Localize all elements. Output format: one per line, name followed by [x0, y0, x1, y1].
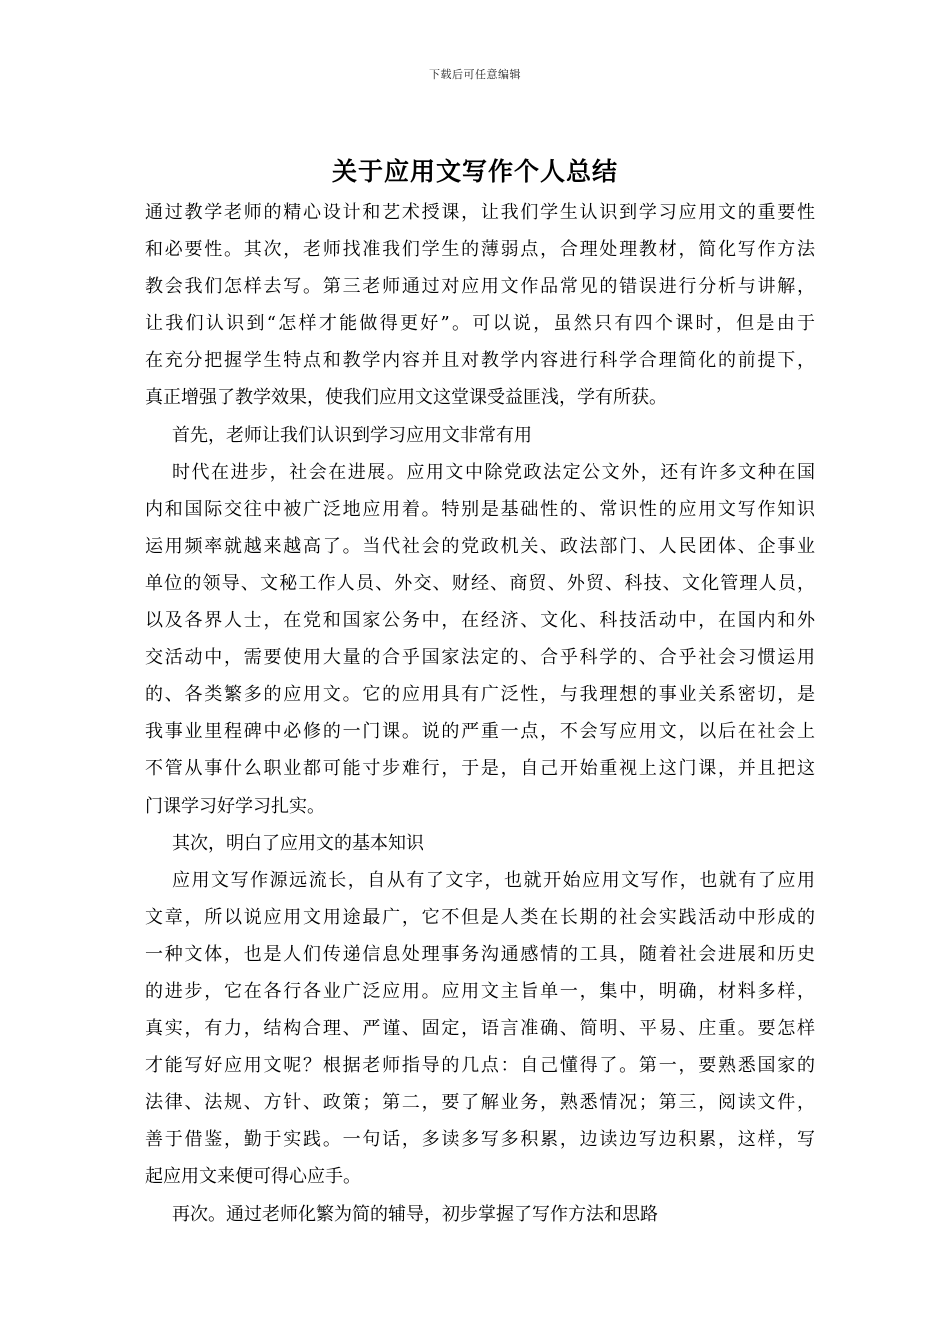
section-heading-usefulness: [145, 417, 815, 454]
text-line: 通过教学老师的精心设计和艺术授课，让我们学生认识到学习应用文的重要性: [145, 202, 815, 223]
text-line: 法律、法规、方针、政策；第二，要了解业务，熟悉情况；第三，阅读文件，: [145, 1092, 815, 1114]
text-line: 在充分把握学生特点和教学内容并且对教学内容进行科学合理简化的前提下，: [145, 350, 815, 372]
text-line: 和必要性。其次，老师找准我们学生的薄弱点，合理处理教材，简化写作方法: [145, 239, 815, 261]
text-line: 再次。通过老师化繁为简的辅导，初步掌握了写作方法和思路: [172, 1203, 658, 1225]
text-line: 教会我们怎样去写。第三老师通过对应用文作品常见的错误进行分析与讲解，: [145, 276, 815, 298]
text-line: 一种文体，也是人们传递信息处理事务沟通感情的工具，随着社会进展和历史: [145, 943, 815, 965]
text-line: 其次，明白了应用文的基本知识: [172, 832, 424, 854]
text-line: 善于借鉴，勤于实践。一句话，多读多写多积累，边读边写边积累，这样，写: [145, 1129, 815, 1151]
text-line: 内和国际交往中被广泛地应用着。特别是基础性的、常识性的应用文写作知识: [145, 498, 815, 520]
section-heading-methods: [145, 1196, 815, 1233]
text-line: 单位的领导、文秘工作人员、外交、财经、商贸、外贸、科技、文化管理人员，: [145, 572, 815, 594]
text-line: 交活动中，需要使用大量的合乎国家法定的、合乎科学的、合乎社会习惯运用: [145, 647, 815, 669]
text-line: 让我们认识到“怎样才能做得更好”。可以说，虽然只有四个课时，但是由于: [145, 313, 815, 335]
text-line: 真实，有力，结构合理、严谨、固定，语言准确、简明、平易、庄重。要怎样: [145, 1018, 815, 1040]
header-note: 下载后可任意编辑: [429, 68, 521, 81]
text-line: 真正增强了教学效果，使我们应用文这堂课受益匪浅，学有所获。: [145, 387, 667, 409]
text-line: 应用文写作源远流长，自从有了文字，也就开始应用文写作，也就有了应用: [172, 869, 815, 891]
text-line: 首先，老师让我们认识到学习应用文非常有用: [172, 424, 532, 446]
text-line: 门课学习好学习扎实。: [145, 795, 325, 817]
document-body: [145, 194, 815, 1233]
text-line: 文章，所以说应用文用途最广，它不但是人类在长期的社会实践活动中形成的: [145, 906, 815, 928]
paragraph-intro: [145, 194, 815, 417]
text-line: 不管从事什么职业都可能寸步难行，于是，自己开始重视上这门课，并且把这: [145, 758, 815, 780]
section-heading-basics: [145, 825, 815, 862]
text-line: 起应用文来便可得心应手。: [145, 1166, 361, 1188]
text-line: 运用频率就越来越高了。当代社会的党政机关、政法部门、人民团体、企事业: [145, 535, 815, 557]
text-line: 我事业里程碑中必修的一门课。说的严重一点，不会写应用文，以后在社会上: [145, 721, 815, 743]
text-line: 才能写好应用文呢？根据老师指导的几点：自己懂得了。第一，要熟悉国家的: [145, 1055, 815, 1077]
text-line: 的进步，它在各行各业广泛应用。应用文主旨单一，集中，明确，材料多样，: [145, 980, 815, 1002]
paragraph-era: [145, 454, 815, 825]
text-line: 的、各类繁多的应用文。它的应用具有广泛性，与我理想的事业关系密切，是: [145, 684, 815, 706]
document-title: 关于应用文写作个人总结: [331, 157, 618, 186]
text-line: 时代在进步，社会在进展。应用文中除党政法定公文外，还有许多文种在国: [172, 461, 815, 483]
paragraph-history: [145, 862, 815, 1196]
text-line: 以及各界人士，在党和国家公务中，在经济、文化、科技活动中，在国内和外: [145, 610, 815, 632]
